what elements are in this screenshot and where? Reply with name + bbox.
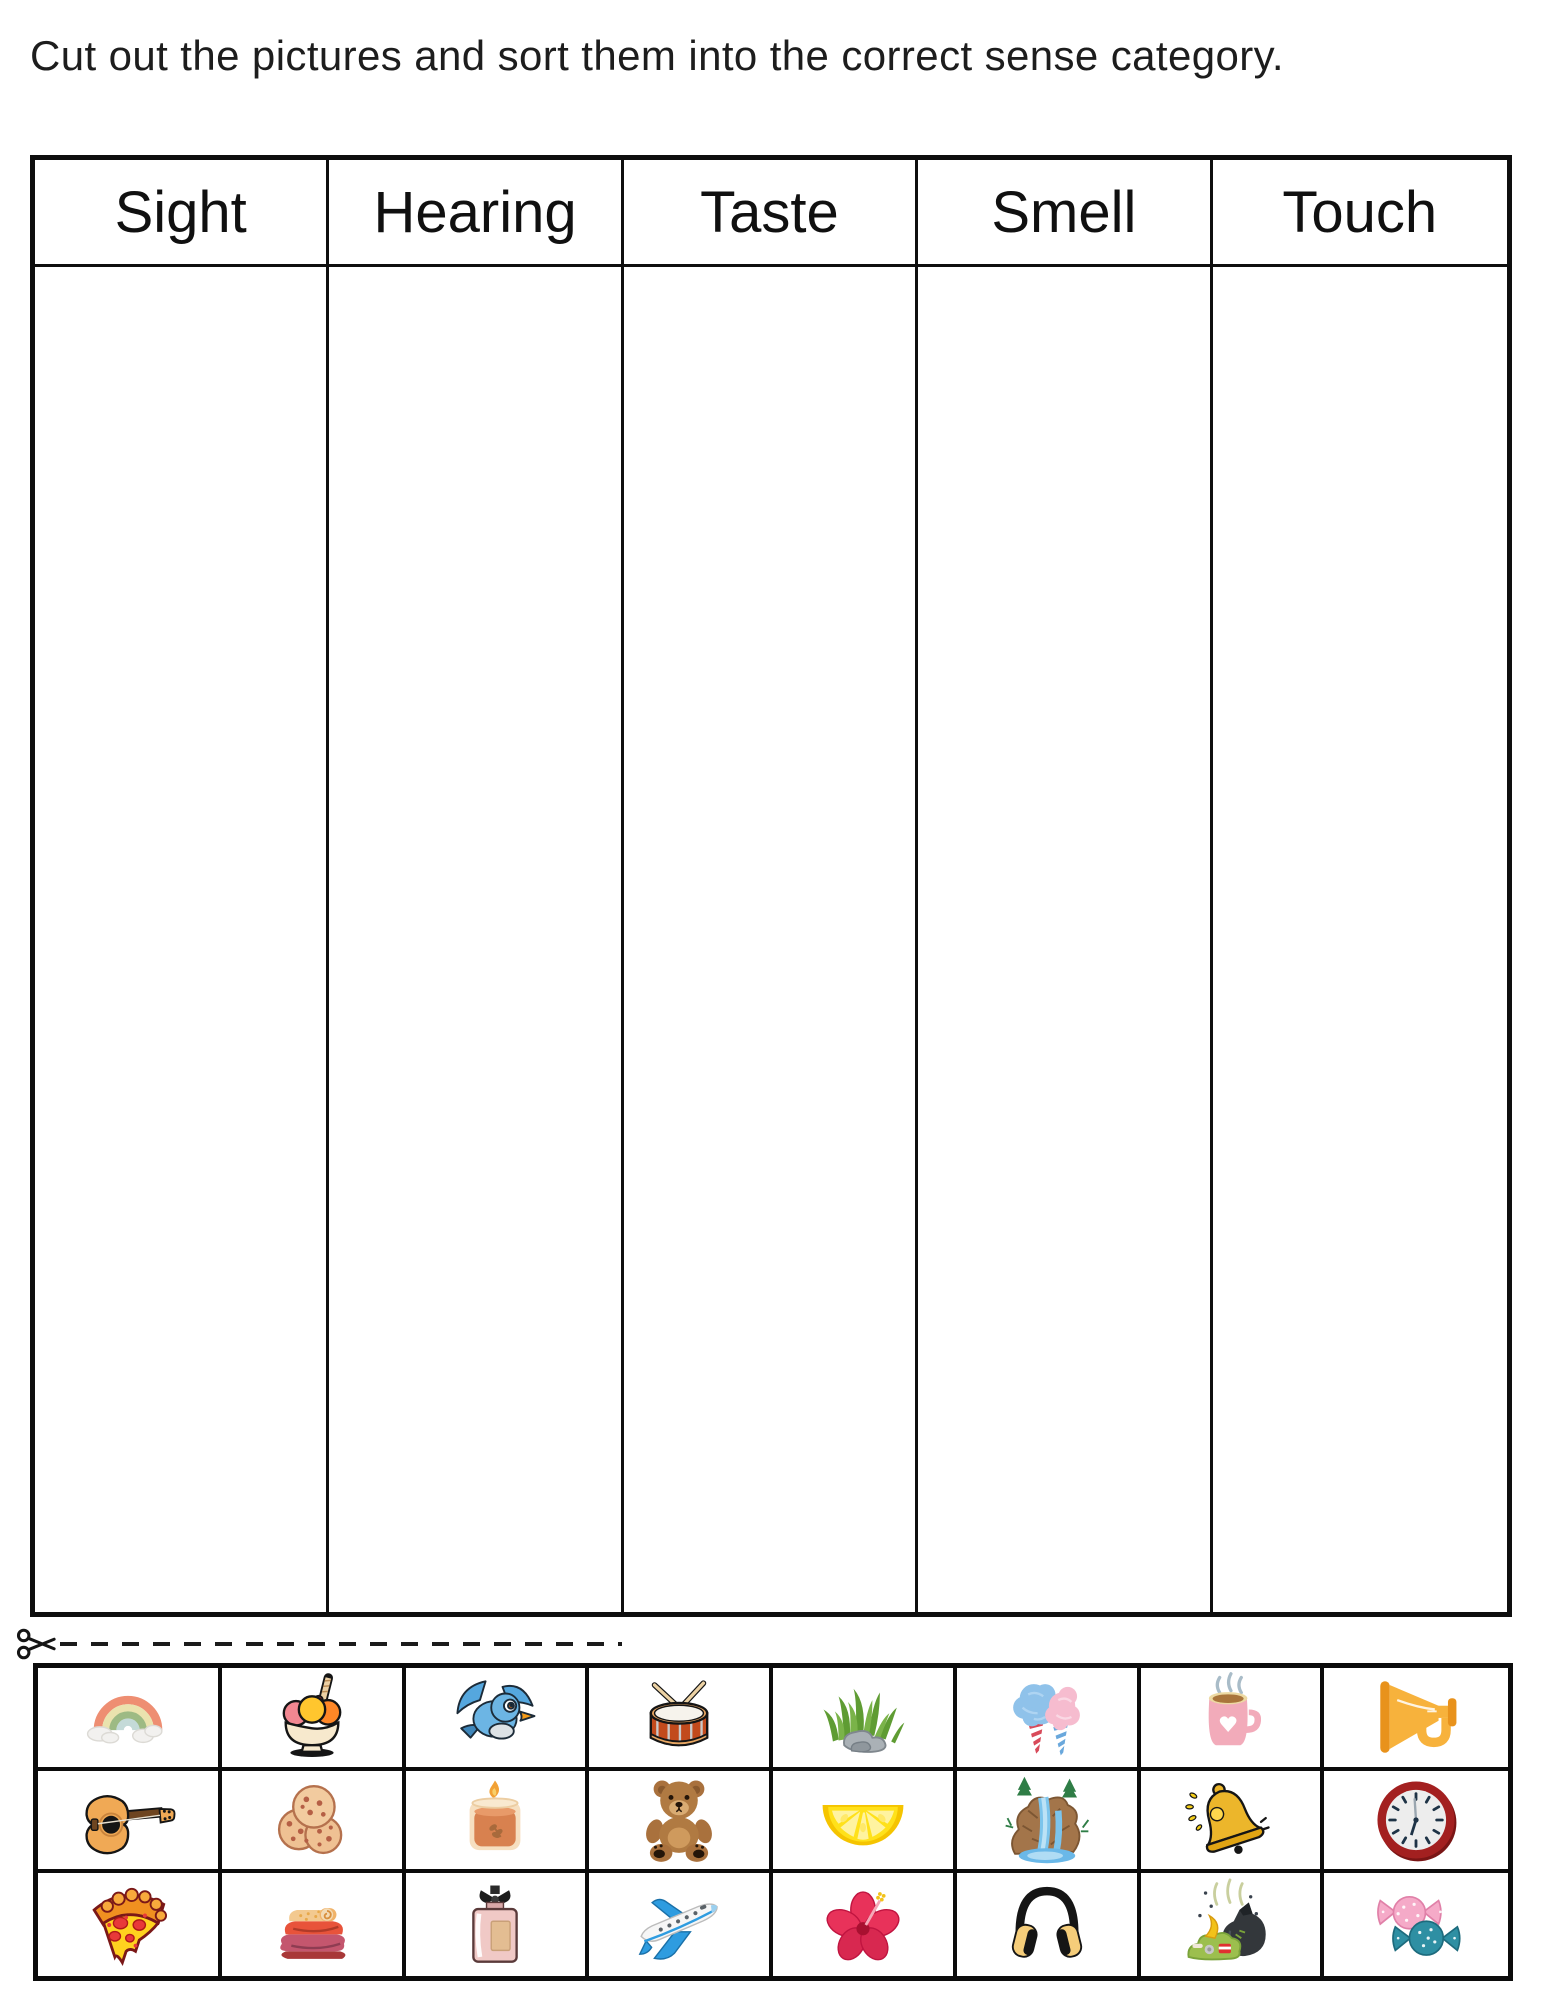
grass-icon: [788, 1670, 938, 1764]
column-drop-area-hearing: [329, 267, 620, 1612]
picture-cell: [589, 1771, 773, 1874]
column-drop-area-smell: [918, 267, 1209, 1612]
column-header-taste: Taste: [624, 160, 915, 267]
dashed-cut-line: [60, 1642, 622, 1646]
horn-icon: [1341, 1670, 1491, 1764]
picture-cell: [1141, 1668, 1325, 1771]
picture-cell: [957, 1771, 1141, 1874]
column-header-smell: Smell: [918, 160, 1209, 267]
sense-column-taste: [624, 160, 918, 1612]
picture-cell: [222, 1668, 406, 1771]
picture-cell: [773, 1873, 957, 1976]
sense-table: [30, 155, 1512, 1617]
picture-grid: [33, 1663, 1513, 1981]
picture-cell: [589, 1668, 773, 1771]
guitar-icon: [53, 1773, 203, 1867]
teddy-bear-icon: [604, 1773, 754, 1867]
sense-column-touch: [1213, 160, 1507, 1612]
column-drop-area-sight: [35, 267, 326, 1612]
rainbow-icon: [53, 1670, 203, 1764]
scented-candle-icon: [420, 1773, 570, 1867]
hibiscus-flower-icon: [788, 1878, 938, 1972]
column-header-hearing: Hearing: [329, 160, 620, 267]
picture-cell: [406, 1873, 590, 1976]
column-drop-area-taste: [624, 267, 915, 1612]
page-title: Cut out the pictures and sort them into the correct sense category.: [30, 32, 1284, 79]
scissors-icon: [16, 1625, 58, 1663]
picture-cell: [1324, 1771, 1508, 1874]
picture-cell: [1141, 1771, 1325, 1874]
sense-column-smell: [918, 160, 1212, 1612]
bell-icon: [1155, 1773, 1305, 1867]
headphones-icon: [972, 1878, 1122, 1972]
sense-column-sight: [35, 160, 329, 1612]
picture-cell: [773, 1771, 957, 1874]
pizza-icon: [53, 1878, 203, 1972]
picture-cell: [38, 1873, 222, 1976]
picture-cell: [222, 1771, 406, 1874]
ice-cream-sundae-icon: [237, 1670, 387, 1764]
candy-icon: [1341, 1878, 1491, 1972]
picture-cell: [406, 1771, 590, 1874]
hot-cocoa-mug-icon: [1155, 1670, 1305, 1764]
garbage-icon: [1155, 1878, 1305, 1972]
perfume-icon: [420, 1878, 570, 1972]
cotton-candy-icon: [972, 1670, 1122, 1764]
sense-column-hearing: [329, 160, 623, 1612]
picture-cell: [38, 1771, 222, 1874]
column-header-sight: Sight: [35, 160, 326, 267]
clock-icon: [1341, 1773, 1491, 1867]
picture-cell: [1324, 1873, 1508, 1976]
airplane-icon: [604, 1878, 754, 1972]
picture-cell: [957, 1668, 1141, 1771]
picture-cell: [38, 1668, 222, 1771]
waterfall-icon: [972, 1773, 1122, 1867]
picture-cell: [773, 1668, 957, 1771]
picture-cell: [957, 1873, 1141, 1976]
picture-cell: [222, 1873, 406, 1976]
drum-icon: [604, 1670, 754, 1764]
picture-cell: [1141, 1873, 1325, 1976]
column-header-touch: Touch: [1213, 160, 1507, 267]
column-drop-area-touch: [1213, 267, 1507, 1612]
picture-cell: [1324, 1668, 1508, 1771]
cut-line: [16, 1622, 622, 1666]
cookies-icon: [237, 1773, 387, 1867]
blankets-icon: [237, 1878, 387, 1972]
picture-cell: [406, 1668, 590, 1771]
bluebird-icon: [420, 1670, 570, 1764]
picture-cell: [589, 1873, 773, 1976]
lemon-slice-icon: [788, 1773, 938, 1867]
